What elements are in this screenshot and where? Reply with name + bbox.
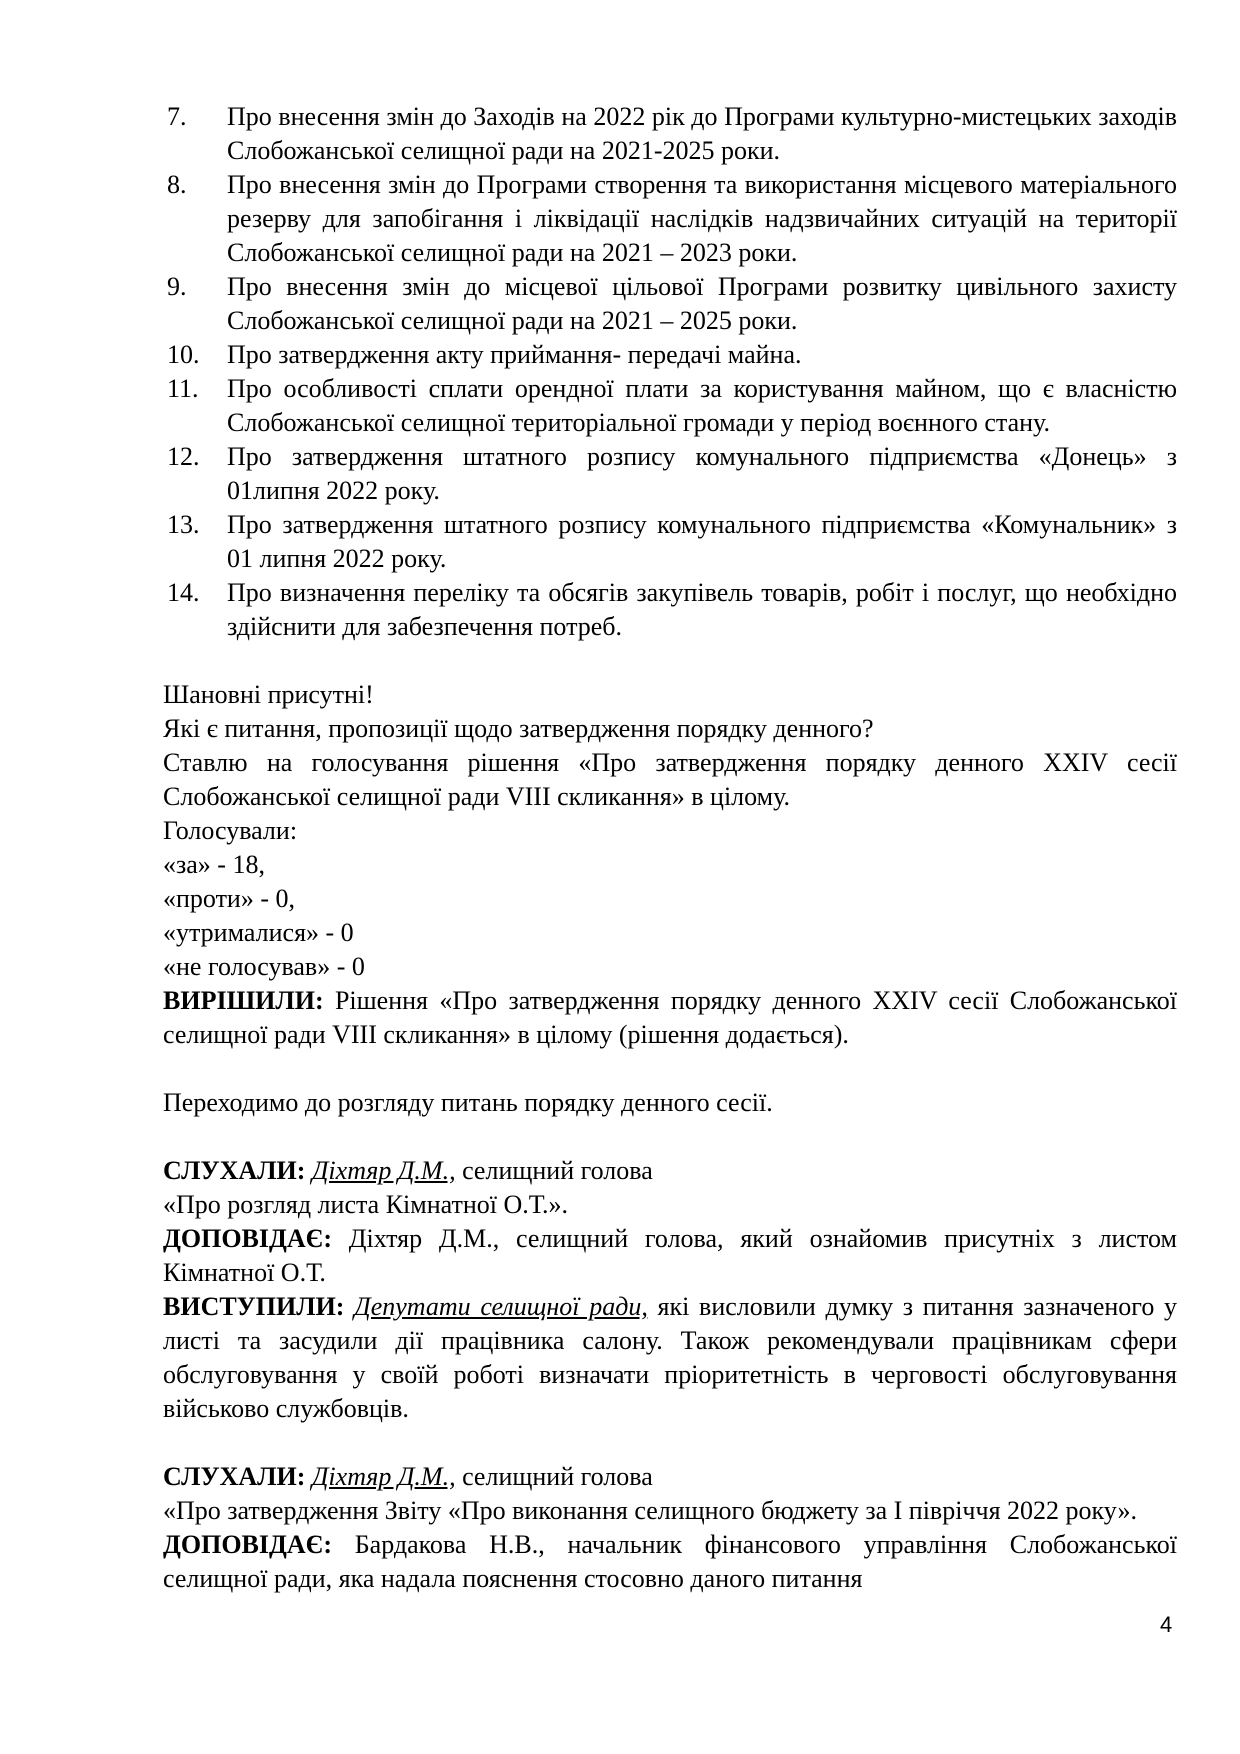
question: Які є питання, пропозиції щодо затвердження порядку денного? <box>163 714 874 743</box>
agenda-item <box>163 576 1177 644</box>
agenda-item-text: Про визначення переліку та обсягів закупівель товарів, робіт і послуг, що необхідно здійснити для забезпечення потреб. <box>227 578 1177 641</box>
voted-label: Голосували: <box>163 816 298 845</box>
agenda-item <box>163 508 1177 576</box>
agenda-item-number: 8. <box>167 170 187 199</box>
agenda-item-number: 9. <box>167 272 187 301</box>
heard-paragraph <box>163 1154 1177 1188</box>
topic: «Про затвердження Звіту «Про виконання селищного бюджету за І півріччя 2022 року». <box>163 1496 1137 1525</box>
topic: «Про розгляд листа Кімнатної О.Т.». <box>163 1190 569 1219</box>
agenda-item-text: Про затвердження акту приймання- передачі майна. <box>227 340 802 369</box>
spoke-name: Депутати селищної ради, <box>354 1292 648 1321</box>
transition: Переходимо до розгляду питань порядку денного сесії. <box>163 1088 773 1117</box>
spoke-label: ВИСТУПИЛИ: <box>163 1292 345 1321</box>
report-label: ДОПОВІДАЄ: <box>163 1530 332 1559</box>
decided-paragraph <box>163 984 1177 1052</box>
agenda-item <box>163 338 1177 372</box>
vote-against: «проти» - 0, <box>163 884 296 913</box>
report-paragraph <box>163 1222 1177 1290</box>
vote-for: «за» - 18, <box>163 850 265 879</box>
agenda-item <box>163 270 1177 338</box>
agenda-item-text: Про затвердження штатного розпису комунального підприємства «Комунальник» з 01 липня 2022 року. <box>227 510 1177 573</box>
agenda-item <box>163 168 1177 270</box>
greeting: Шановні присутні! <box>163 680 374 709</box>
agenda-item <box>163 100 1177 168</box>
agenda-item <box>163 440 1177 508</box>
agenda-item-text: Про внесення змін до Заходів на 2022 рік до Програми культурно-мистецьких заходів Слобожанської селищної ради на 2021-2025 роки. <box>227 102 1177 165</box>
agenda-item <box>163 372 1177 440</box>
heard-role: селищний голова <box>455 1462 653 1491</box>
agenda-list <box>163 100 1177 644</box>
heard-name: Діхтяр Д.М., <box>311 1462 456 1491</box>
agenda-item-text: Про внесення змін до Програми створення та використання місцевого матеріального резерву для запобігання і ліквідації наслідків надзвичайних ситуацій на території Слобожанської селищної ради на 2021 – 2023 роки. <box>227 170 1177 267</box>
agenda-item-text: Про затвердження штатного розпису комунального підприємства «Донець» з 01липня 2022 року. <box>227 442 1177 505</box>
document-page <box>163 100 1177 1596</box>
agenda-item-number: 12. <box>167 442 200 471</box>
heard-role: селищний голова <box>455 1156 653 1185</box>
spoke-paragraph <box>163 1290 1177 1426</box>
report-paragraph <box>163 1528 1177 1596</box>
report-text: Діхтяр Д.М., селищний голова, який ознайомив присутніх з листом Кімнатної О.Т. <box>163 1224 1177 1287</box>
report-text: Бардакова Н.В., начальник фінансового управління Слобожанської селищної ради, яка надала пояснення стосовно даного питання <box>163 1530 1177 1593</box>
heard-label: СЛУХАЛИ: <box>163 1462 306 1491</box>
agenda-item-text: Про внесення змін до місцевої цільової Програми розвитку цивільного захисту Слобожанської селищної ради на 2021 – 2025 роки. <box>227 272 1177 335</box>
agenda-item-text: Про особливості сплати орендної плати за користування майном, що є власністю Слобожанської селищної територіальної громади у період воєнного стану. <box>227 374 1177 437</box>
agenda-item-number: 13. <box>167 510 200 539</box>
decided-text: Рішення «Про затвердження порядку денного XXIV сесії Слобожанської селищної ради VIII скликання» в цілому (рішення додається). <box>163 986 1177 1049</box>
heard-label: СЛУХАЛИ: <box>163 1156 306 1185</box>
heard-paragraph <box>163 1460 1177 1494</box>
page-number: 4 <box>1160 1612 1173 1637</box>
report-label: ДОПОВІДАЄ: <box>163 1224 332 1253</box>
agenda-item-number: 14. <box>167 578 200 607</box>
agenda-item-number: 11. <box>167 374 199 403</box>
vote-call: Ставлю на голосування рішення «Про затвердження порядку денного XXIV сесії Слобожанської селищної ради VIII скликання» в цілому. <box>163 748 1177 811</box>
heard-name: Діхтяр Д.М., <box>311 1156 456 1185</box>
vote-not-voted: «не голосував» - 0 <box>163 952 365 981</box>
agenda-item-number: 10. <box>167 340 200 369</box>
vote-abstained: «утрималися» - 0 <box>163 918 354 947</box>
decided-label: ВИРІШИЛИ: <box>163 986 324 1015</box>
agenda-item-number: 7. <box>167 102 187 131</box>
spoke-text: які висловили думку з питання зазначеного у листі та засудили дії працівника салону. Також рекомендували працівникам сфери обслуговування у своїй роботі визначати пріоритетність в черговості обслуговування військово службовців. <box>163 1292 1177 1423</box>
